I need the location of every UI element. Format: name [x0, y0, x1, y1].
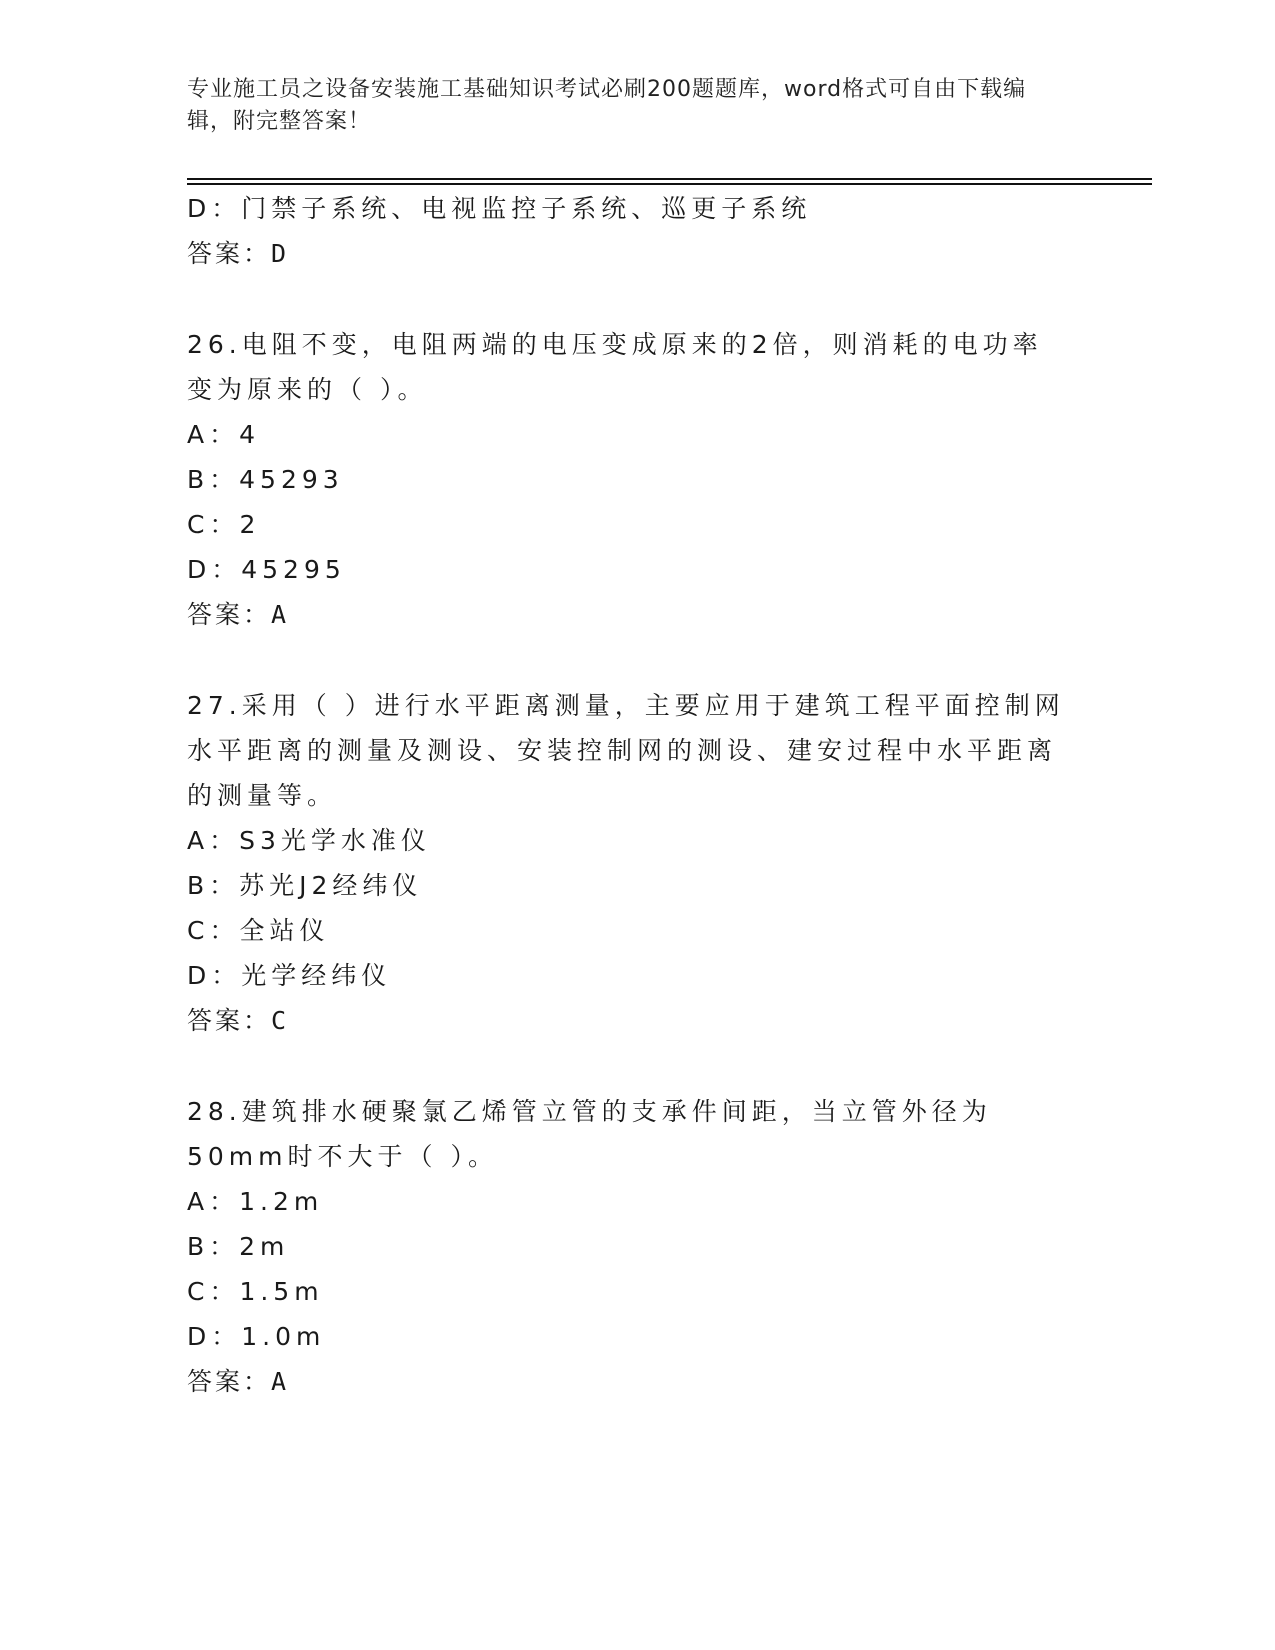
answer-value: C: [271, 1006, 287, 1035]
answer-line: [187, 592, 286, 637]
question-stem-27: 27.采用（ ）进行水平距离测量，主要应用于建筑工程平面控制网水平距离的测量及测设、安装控制网的测设、建安过程中水平距离的测量等。: [187, 691, 1065, 810]
answer-label: 答案：: [187, 1367, 272, 1396]
header-rule-top: [187, 178, 1152, 180]
option-b: B：45293: [187, 465, 344, 494]
option-c: C：2: [187, 510, 261, 539]
option-d: D：45295: [187, 555, 346, 584]
answer-value: D: [271, 239, 287, 268]
option-a: A：S3光学水准仪: [187, 826, 431, 855]
option-b: B：苏光J2经纬仪: [187, 871, 423, 900]
option-d: D：1.0m: [187, 1322, 326, 1351]
answer-label: 答案：: [187, 239, 272, 268]
answer-value: A: [271, 600, 287, 629]
option-c: C：1.5m: [187, 1277, 324, 1306]
option-d: D：光学经纬仪: [187, 961, 392, 990]
document-header: 专业施工员之设备安装施工基础知识考试必刷200题题库，word格式可自由下载编辑，附完整答案！: [187, 77, 1027, 134]
header-rule-bottom: [187, 183, 1152, 185]
answer-line: [187, 231, 286, 276]
option-a: A：1.2m: [187, 1187, 324, 1216]
option-d: D：门禁子系统、电视监控子系统、巡更子系统: [187, 194, 812, 223]
answer-label: 答案：: [187, 1006, 272, 1035]
option-a: A：4: [187, 420, 261, 449]
question-stem-26: 26.电阻不变，电阻两端的电压变成原来的2倍，则消耗的电功率变为原来的（ ）。: [187, 330, 1043, 404]
answer-label: 答案：: [187, 600, 272, 629]
question-stem-28: 28.建筑排水硬聚氯乙烯管立管的支承件间距，当立管外径为50mm时不大于（ ）。: [187, 1097, 992, 1171]
answer-line: [187, 998, 286, 1043]
option-b: B：2m: [187, 1232, 290, 1261]
answer-value: A: [271, 1367, 287, 1396]
answer-line: [187, 1359, 286, 1404]
option-c: C：全站仪: [187, 916, 330, 945]
